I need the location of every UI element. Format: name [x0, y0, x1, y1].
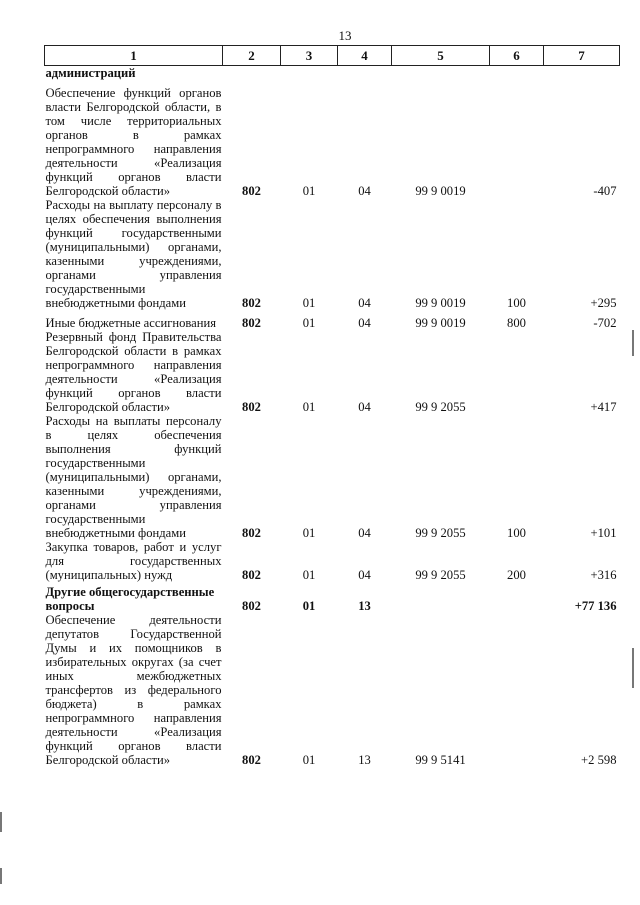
row-name: Резервный фонд Правительства Белгородской области в рамках непрограммного направления деятельности «Реализация функций органов власти Белгородской области» — [45, 329, 222, 414]
row-grbs — [223, 66, 281, 82]
scan-edge-mark — [0, 868, 2, 884]
row-grbs: 802 — [242, 399, 261, 414]
budget-table — [44, 45, 620, 767]
column-header: 1 — [45, 46, 223, 66]
row-pr: 04 — [358, 295, 371, 310]
row-amount: +417 — [590, 399, 617, 414]
row-rz: 01 — [302, 525, 316, 540]
row-name: Обеспечение деятельности депутатов Государственной Думы и их помощников в избирательных округах (за счет иных межбюджетных трансфертов из федерального бюджета) в рамках непрограммного направления деятельности «Реализация функций органов власти Белгородской области» — [45, 612, 222, 767]
table-row — [45, 582, 620, 613]
column-header: 5 — [392, 46, 490, 66]
table-header-row — [45, 46, 620, 66]
row-amount: +316 — [590, 567, 617, 582]
row-rz: 01 — [302, 183, 316, 198]
column-header: 7 — [544, 46, 620, 66]
row-rz: 01 — [302, 752, 316, 767]
row-pr: 04 — [358, 525, 371, 540]
row-rz: 01 — [302, 399, 316, 414]
table-row — [45, 66, 620, 82]
row-rz: 01 — [302, 315, 316, 330]
row-pr: 04 — [358, 315, 371, 330]
row-amount — [544, 66, 620, 82]
row-name: Расходы на выплаты персоналу в целях обеспечения выполнения функций государственными (муниципальными) органами, казенными учреждениями, органами управления государственными внебюджетными фондами — [45, 413, 222, 540]
row-vr: 100 — [507, 295, 526, 310]
row-grbs: 802 — [242, 525, 261, 540]
row-vr: 200 — [507, 567, 526, 582]
row-amount: +2 598 — [581, 752, 617, 767]
row-name: Иные бюджетные ассигнования — [45, 315, 217, 330]
row-vr — [490, 330, 544, 414]
row-name: Расходы на выплату персоналу в целях обеспечения выполнения функций государственными (муниципальными) органами, казенными учреждениями, органами управления государственными внебюджетными фондами — [45, 197, 222, 310]
row-vr — [490, 66, 544, 82]
row-csr: 99 9 2055 — [415, 567, 466, 582]
row-grbs: 802 — [242, 315, 261, 330]
row-csr: 99 9 0019 — [415, 295, 466, 310]
row-amount: -702 — [593, 315, 617, 330]
row-pr: 04 — [358, 183, 371, 198]
table-row — [45, 613, 620, 767]
column-header: 2 — [223, 46, 281, 66]
row-pr: 13 — [358, 598, 371, 613]
row-amount: +295 — [590, 295, 617, 310]
row-pr: 04 — [358, 399, 371, 414]
row-rz — [281, 66, 338, 82]
row-amount: -407 — [593, 183, 617, 198]
page-number: 13 — [338, 28, 352, 43]
row-pr: 04 — [358, 567, 371, 582]
table-row — [45, 198, 620, 310]
row-name: Обеспечение функций органов власти Белгородской области, в том числе территориальных органов в рамках непрограммного направления деятельности «Реализация функций органов власти Белгородской области» — [45, 85, 222, 198]
table-row — [45, 330, 620, 414]
table-row — [45, 310, 620, 330]
row-vr — [490, 82, 544, 198]
row-grbs: 802 — [242, 598, 261, 613]
row-pr — [338, 66, 392, 82]
row-vr: 100 — [507, 525, 526, 540]
row-grbs: 802 — [242, 567, 261, 582]
row-csr — [392, 582, 490, 613]
row-grbs: 802 — [242, 183, 261, 198]
row-vr — [490, 613, 544, 767]
row-csr: 99 9 0019 — [415, 183, 466, 198]
row-grbs: 802 — [242, 295, 261, 310]
row-name: администраций — [45, 66, 136, 80]
row-csr: 99 9 5141 — [415, 752, 466, 767]
row-csr: 99 9 0019 — [415, 315, 466, 330]
row-grbs: 802 — [242, 752, 261, 767]
table-row — [45, 414, 620, 540]
row-rz: 01 — [302, 295, 316, 310]
row-amount: +101 — [590, 525, 617, 540]
scan-edge-mark — [632, 648, 634, 688]
table-row — [45, 540, 620, 582]
column-header: 3 — [281, 46, 338, 66]
row-amount: +77 136 — [574, 598, 617, 613]
column-header: 4 — [338, 46, 392, 66]
row-name: Другие общегосударственные вопросы — [45, 584, 215, 613]
row-pr: 13 — [358, 752, 371, 767]
row-rz: 01 — [302, 567, 316, 582]
row-csr — [392, 66, 490, 82]
column-header: 6 — [490, 46, 544, 66]
row-vr — [490, 582, 544, 613]
row-name: Закупка товаров, работ и услуг для государственных (муниципальных) нужд — [45, 539, 222, 582]
table-row — [45, 82, 620, 198]
row-rz: 01 — [302, 598, 316, 613]
row-vr: 800 — [507, 315, 526, 330]
scan-edge-mark — [632, 330, 634, 356]
row-csr: 99 9 2055 — [415, 525, 466, 540]
row-csr: 99 9 2055 — [415, 399, 466, 414]
scan-edge-mark — [0, 812, 2, 832]
